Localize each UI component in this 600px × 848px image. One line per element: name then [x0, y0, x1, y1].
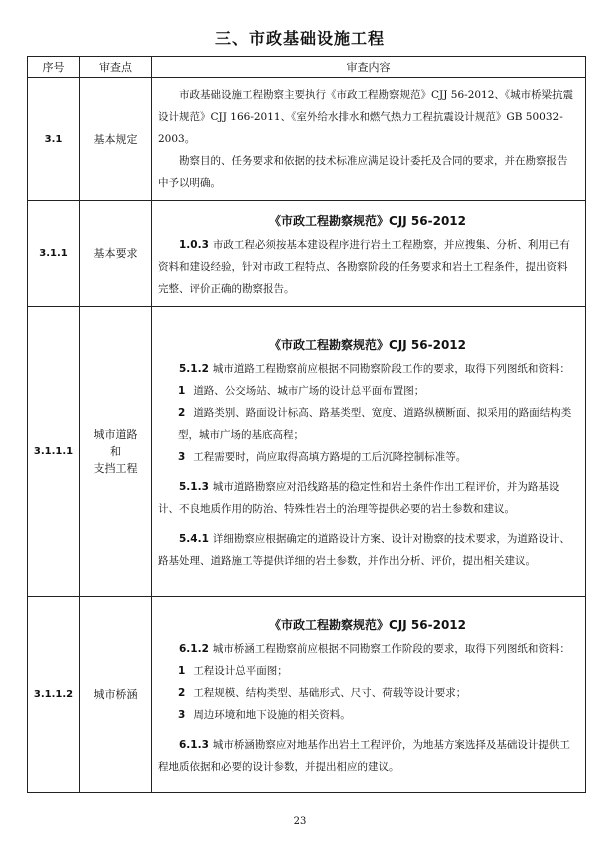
row-number: 3.1 [28, 78, 80, 201]
list-item [158, 660, 577, 682]
clause-number: 1.0.3 [179, 238, 209, 251]
content-paragraph: 勘察目的、任务要求和依据的技术标准应满足设计委托及合同的要求，并在勘察报告中予以明确。 [158, 155, 568, 189]
clause-text: 城市桥涵工程勘察前应根据不同勘察工作阶段的要求，取得下列图纸和资料： [212, 642, 570, 655]
list-item [158, 380, 577, 402]
item-text: 道路类别、路面设计标高、路基类型、宽度、道路纵横断面、拟采用的路面结构类型，城市广场的基底高程； [178, 406, 572, 441]
clause-text: 城市桥涵勘察应对地基作出岩土工程评价，为地基方案选择及基础设计提供工程地质依据和必要的设计参数，并提出相应的建议。 [158, 738, 570, 773]
review-point-line: 和 [110, 445, 121, 458]
standard-title: 《市政工程勘察规范》CJJ 56-2012 [269, 617, 466, 632]
item-text: 周边环境和地下设施的相关资料。 [193, 708, 351, 721]
clause [158, 528, 577, 572]
header-review-point: 审查点 [80, 57, 152, 78]
clause-number: 5.4.1 [179, 532, 209, 545]
standard-title: 《市政工程勘察规范》CJJ 56-2012 [269, 213, 466, 228]
item-text: 工程设计总平面图； [193, 664, 288, 677]
clause-number: 5.1.2 [179, 362, 209, 375]
row-number: 3.1.1.2 [28, 597, 80, 793]
standard-title: 《市政工程勘察规范》CJJ 56-2012 [269, 337, 466, 352]
item-number: 3 [178, 708, 186, 721]
item-number: 2 [178, 686, 186, 699]
list-item [158, 704, 577, 726]
clause-number: 5.1.3 [179, 480, 209, 493]
review-table [27, 56, 586, 793]
item-number: 1 [178, 664, 186, 677]
clause-text: 详细勘察应根据确定的道路设计方案、设计对勘察的技术要求，为道路设计、路基处理、道路施工等提供详细的岩土参数，并作出分析、评价，提出相关建议。 [158, 532, 570, 567]
table-row [28, 597, 586, 793]
clause [158, 476, 577, 520]
content-paragraph: 市政基础设施工程勘察主要执行《市政工程勘察规范》CJJ 56-2012、《城市桥梁抗震设计规范》CJJ 166-2011、《室外给水排水和燃气热力工程抗震设计规范》GB 50032-2003。 [158, 89, 574, 145]
table-row [28, 307, 586, 597]
list-item [158, 682, 577, 704]
page-title: 三、市政基础设施工程 [214, 29, 385, 48]
item-number: 3 [178, 450, 186, 463]
review-point [80, 307, 152, 597]
review-point: 基本规定 [80, 78, 152, 201]
list-item [158, 446, 577, 468]
review-point-line: 支挡工程 [93, 462, 138, 475]
review-content [152, 307, 586, 597]
review-content [152, 597, 586, 793]
review-point: 基本要求 [80, 201, 152, 307]
header-serial: 序号 [28, 57, 80, 78]
row-number: 3.1.1 [28, 201, 80, 307]
clause-number: 6.1.2 [179, 642, 209, 655]
clause [158, 234, 577, 300]
clause-number: 6.1.3 [179, 738, 209, 751]
list-item [158, 402, 577, 446]
item-number: 1 [178, 384, 186, 397]
row-number: 3.1.1.1 [28, 307, 80, 597]
item-text: 工程规模、结构类型、基础形式、尺寸、荷载等设计要求； [193, 686, 467, 699]
item-text: 道路、公交场站、城市广场的设计总平面布置图； [193, 384, 425, 397]
review-point-line: 城市道路 [93, 428, 138, 441]
clause [158, 358, 577, 380]
table-header [28, 57, 586, 78]
clause-text: 城市道路工程勘察前应根据不同勘察阶段工作的要求，取得下列图纸和资料： [212, 362, 570, 375]
review-content [152, 201, 586, 307]
clause-text: 城市道路勘察应对沿线路基的稳定性和岩土条件作出工程评价，并为路基设计、不良地质作用的防治、特殊性岩土的治理等提供必要的岩土参数和建议。 [158, 480, 560, 515]
table-row [28, 201, 586, 307]
clause [158, 638, 577, 660]
page-number: 23 [293, 816, 307, 827]
review-content [152, 78, 586, 201]
clause [158, 734, 577, 778]
item-text: 工程需要时，尚应取得高填方路堤的工后沉降控制标准等。 [193, 450, 467, 463]
review-point: 城市桥涵 [80, 597, 152, 793]
clause-text: 市政工程必须按基本建设程序进行岩土工程勘察，并应搜集、分析、利用已有资料和建设经验，针对市政工程特点、各勘察阶段的任务要求和岩土工程条件，提出资料完整、评价正确的勘察报告。 [158, 238, 570, 295]
table-row [28, 78, 586, 201]
item-number: 2 [178, 406, 186, 419]
header-review-content: 审查内容 [152, 57, 586, 78]
